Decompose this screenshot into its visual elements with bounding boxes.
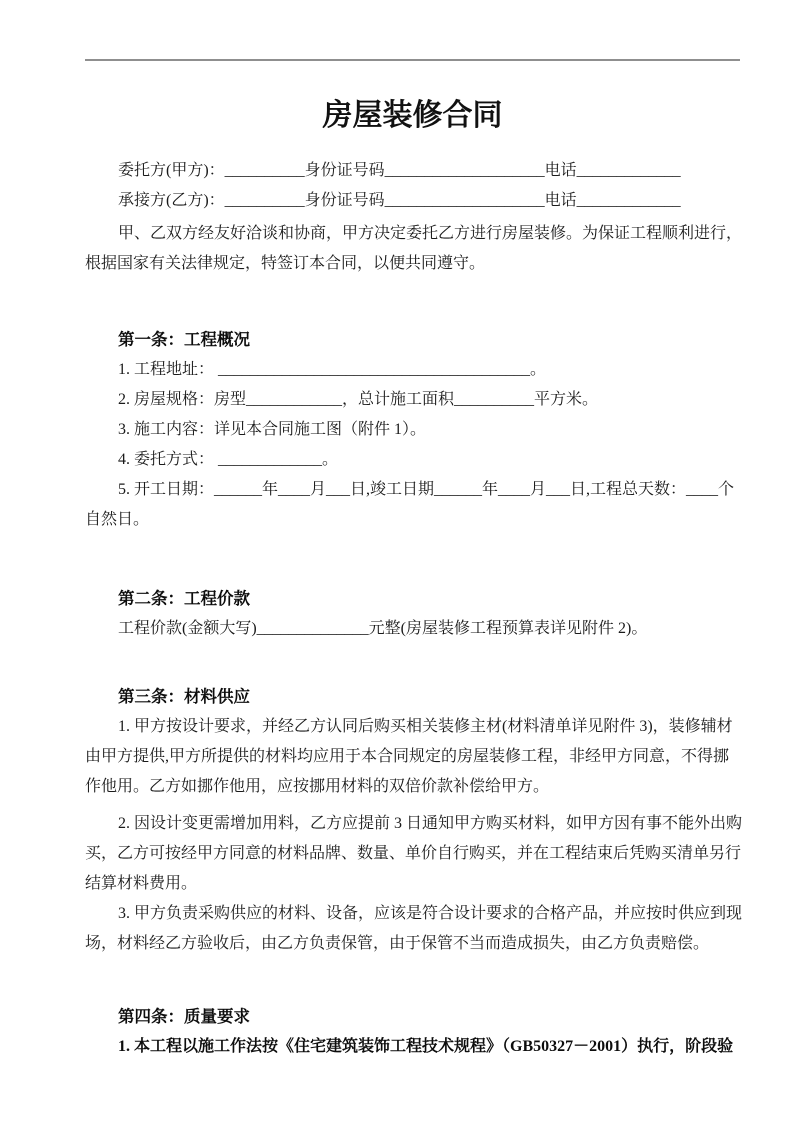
- section-1-item-5-continuation: 自然日。: [85, 511, 150, 528]
- section-3-paragraph-1: [85, 712, 755, 802]
- paragraph-line: 作他用。乙方如挪作他用，应按挪用材料的双倍价款补偿给甲方。: [85, 778, 550, 795]
- paragraph-line: 3. 甲方负责采购供应的材料、设备，应该是符合设计要求的合格产品，并应按时供应到现: [118, 905, 743, 922]
- section-1-heading: 第一条：工程概况: [118, 331, 250, 349]
- document-title: 房屋装修合同: [322, 99, 503, 132]
- section-1-item-2: 2. 房屋规格：房型____________，总计施工面积__________平方米。: [118, 391, 599, 408]
- section-1-item-4: 4. 委托方式： _____________。: [118, 451, 339, 468]
- party-a-line: 委托方(甲方)：__________身份证号码____________________电话_____________: [118, 162, 681, 179]
- paragraph-line: 买，乙方可按经甲方同意的材料品牌、数量、单价自行购买，并在工程结束后凭购买清单另行: [85, 845, 742, 862]
- section-3-heading: 第三条：材料供应: [118, 688, 250, 706]
- section-1-item-5: 5. 开工日期：______年____月___日,竣工日期______年____月___日,工程总天数：____个: [118, 481, 735, 498]
- section-2-price-line: 工程价款(金额大写)______________元整(房屋装修工程预算表详见附件 2)。: [118, 620, 648, 637]
- party-b-line: 承接方(乙方)：__________身份证号码____________________电话_____________: [118, 192, 681, 209]
- paragraph-line: 2. 因设计变更需增加用料，乙方应提前 3 日通知甲方购买材料，如甲方因有事不能外出购: [118, 815, 743, 832]
- paragraph-line: 结算材料费用。: [85, 875, 198, 892]
- section-4-item-1: 1. 本工程以施工作法按《住宅建筑装饰工程技术规程》（GB50327－2001）执行，阶段验: [118, 1038, 734, 1055]
- intro-line-2: 根据国家有关法律规定，特签订本合同，以便共同遵守。: [85, 255, 486, 272]
- section-2-heading: 第二条：工程价款: [118, 590, 250, 608]
- paragraph-line: 由甲方提供,甲方所提供的材料均应用于本合同规定的房屋装修工程，非经甲方同意，不得挪: [85, 748, 730, 765]
- section-4-heading: 第四条：质量要求: [118, 1008, 250, 1026]
- section-3-paragraph-2: [85, 809, 755, 899]
- section-1-item-3: 3. 施工内容：详见本合同施工图（附件 1）。: [118, 421, 427, 438]
- section-3-paragraph-3: [85, 899, 755, 959]
- paragraph-line: 1. 甲方按设计要求，并经乙方认同后购买相关装修主材(材料清单详见附件 3)，装修辅材: [118, 718, 733, 735]
- document-content: [85, 0, 755, 1062]
- intro-line-1: 甲、乙双方经友好洽谈和协商，甲方决定委托乙方进行房屋装修。为保证工程顺利进行，: [118, 225, 743, 242]
- section-1-item-1: 1. 工程地址： _______________________________________。: [118, 361, 547, 378]
- paragraph-line: 场，材料经乙方验收后，由乙方负责保管，由于保管不当而造成损失，由乙方负责赔偿。: [85, 935, 710, 952]
